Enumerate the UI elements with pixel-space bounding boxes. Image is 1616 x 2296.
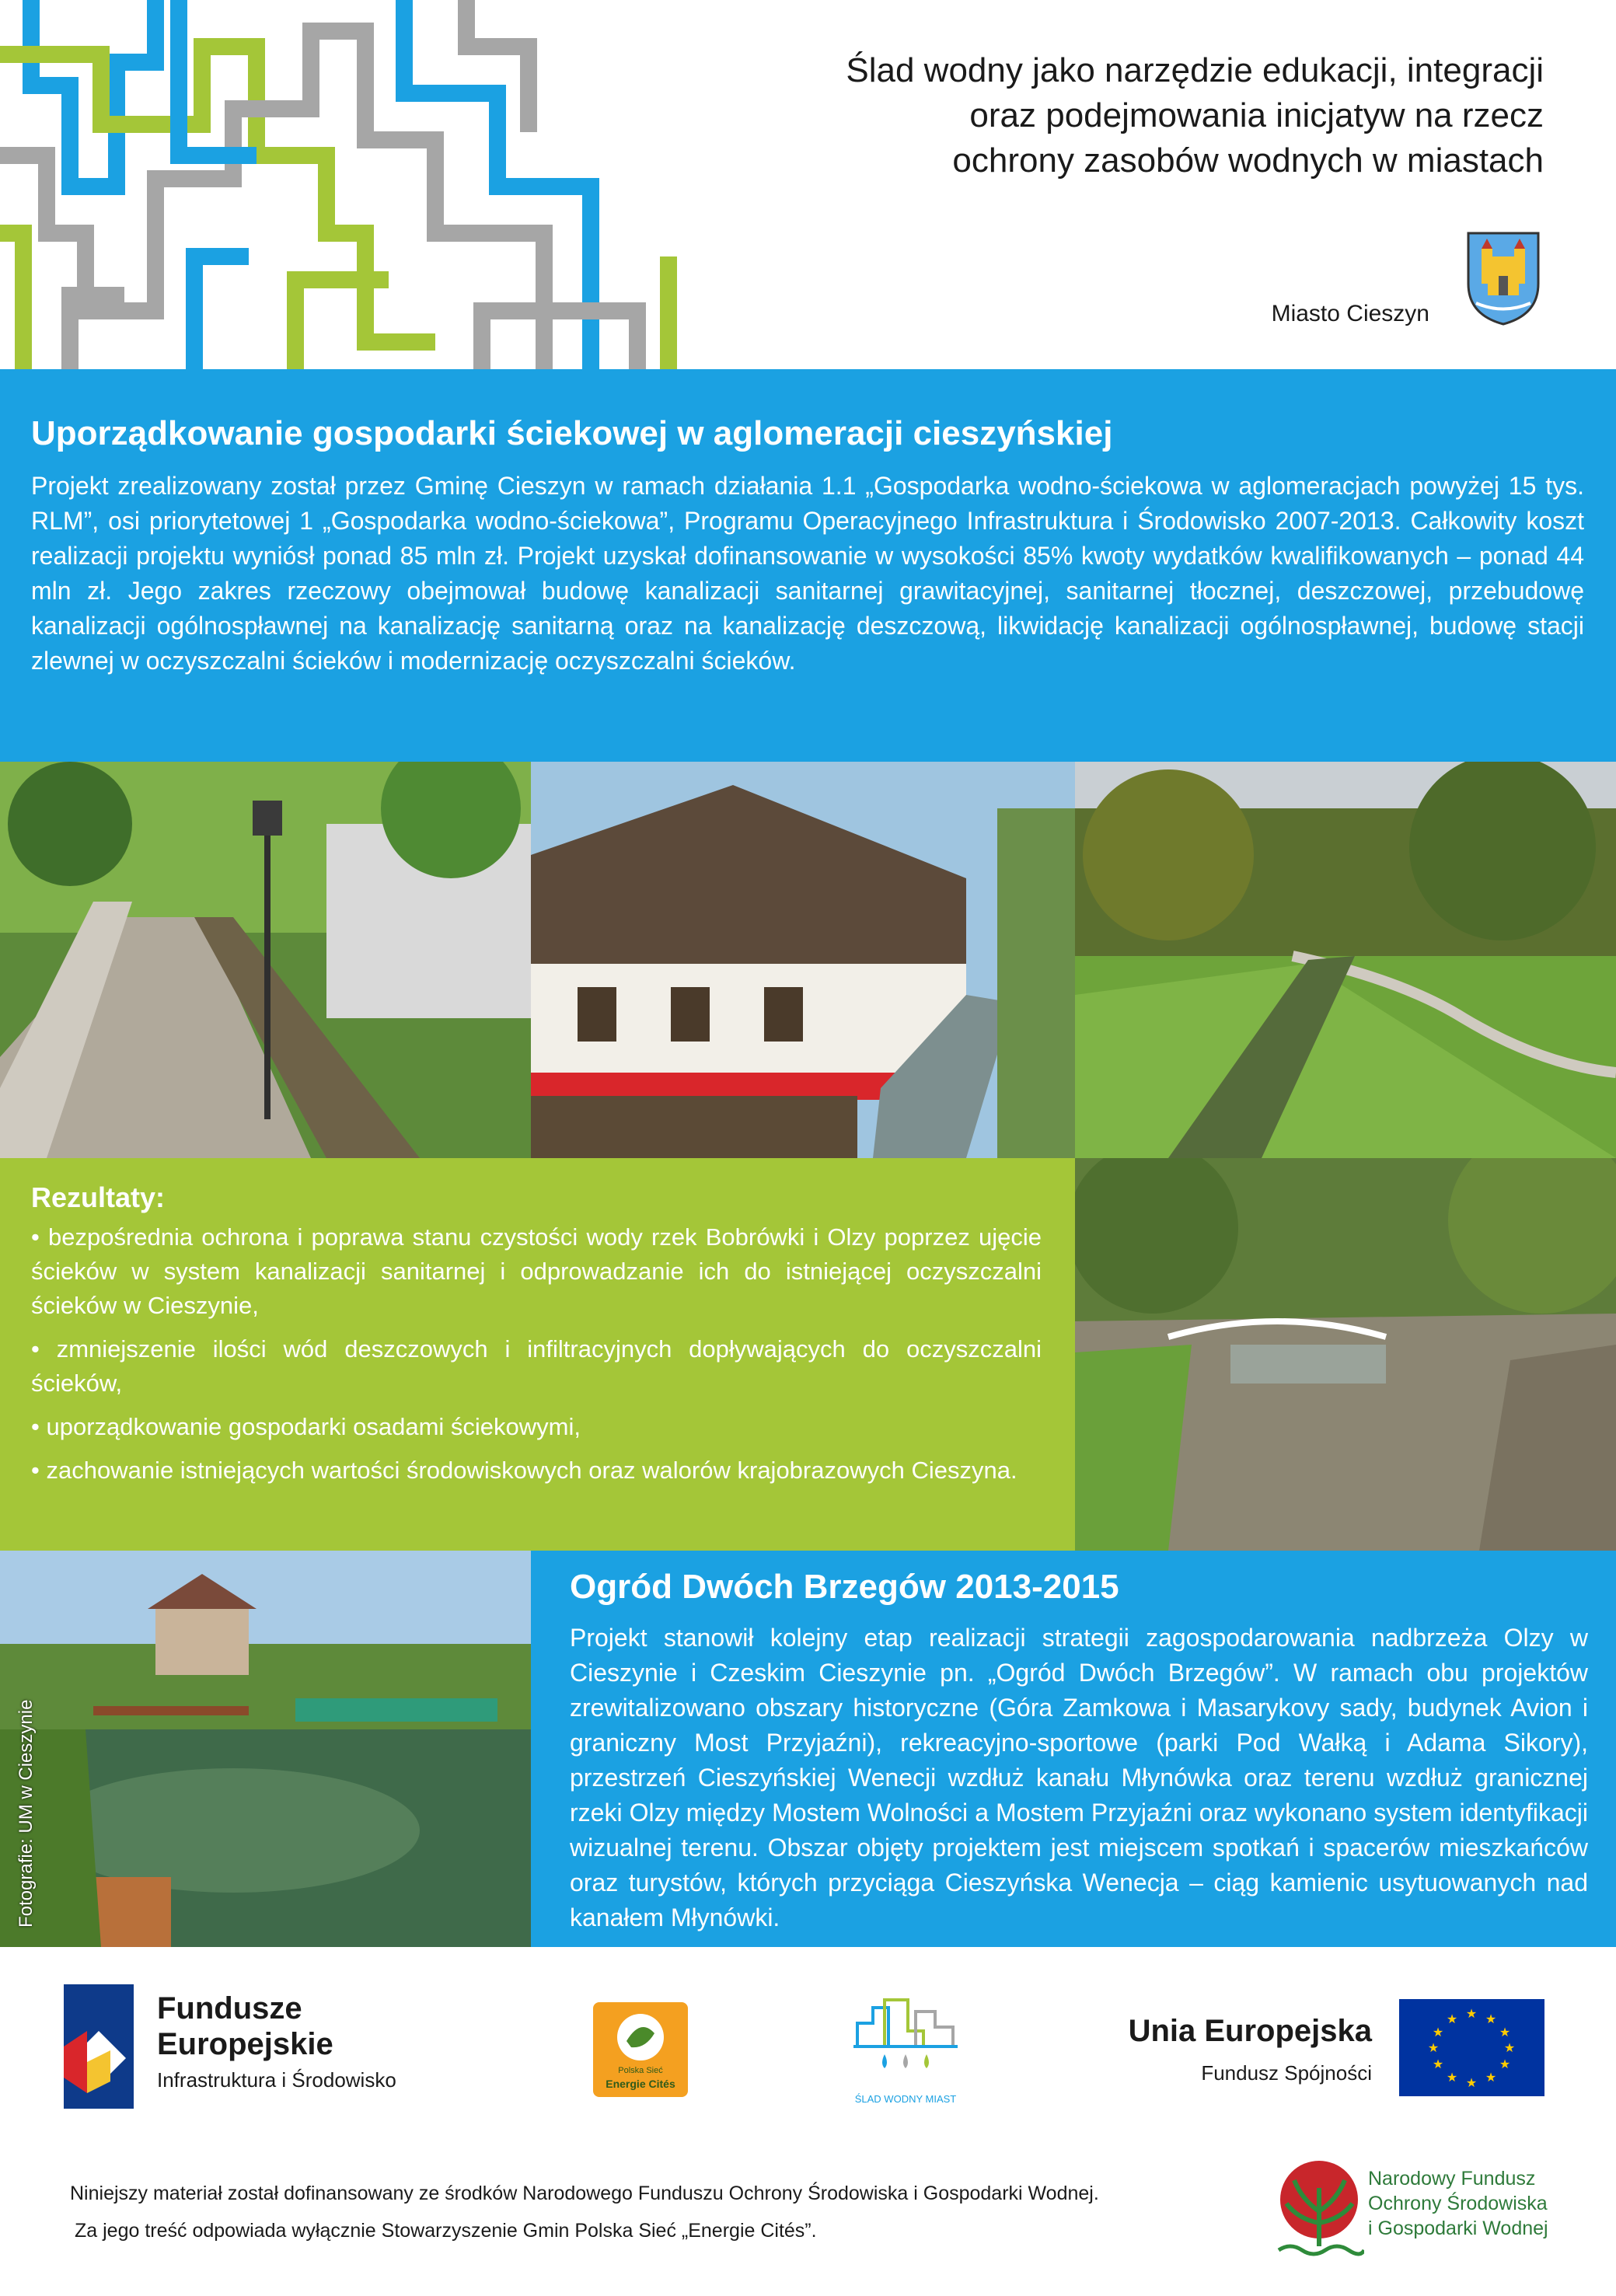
eu-flag-icon [1399, 1999, 1544, 2096]
nfosigw-tree-icon [1275, 2157, 1364, 2262]
cieszyn-crest-icon [1464, 229, 1542, 326]
svg-text:★: ★ [1499, 2057, 1511, 2071]
photo-canal-path [0, 762, 531, 1158]
results-list [31, 1220, 1042, 1497]
photo-venice-houses [531, 762, 1075, 1158]
footer-line1: Niniejszy materiał został dofinansowany ze środków Narodowego Funduszu Ochrony Środowiska i Gospodarki Wodnej. [70, 2183, 1099, 2204]
photo-pond [0, 1551, 531, 1947]
footer-line2: Za jego treść odpowiada wyłącznie Stowarzyszenie Gmin Polska Sieć „Energie Cités”. [75, 2220, 817, 2242]
slad-wodny-miast-logo [847, 1992, 964, 2116]
photo-bridge-riverbed [1075, 1158, 1616, 1551]
svg-text:★: ★ [1465, 2006, 1478, 2021]
swm-label: ŚLAD WODNY MIAST [854, 2093, 957, 2105]
results-title: Rezultaty: [31, 1181, 166, 1213]
ue-sub: Fundusz Spójności [1201, 2061, 1372, 2085]
svg-text:★: ★ [1432, 2025, 1444, 2040]
pse-line2: Energie Cités [606, 2078, 675, 2090]
photo-credit: Fotografie: UM w Cieszynie [16, 1699, 37, 1928]
nfosigw-logo [1275, 2157, 1586, 2262]
garden-title: Ogród Dwóch Brzegów 2013-2015 [570, 1568, 1119, 1606]
polska-siec-energie-cites-logo [593, 2002, 688, 2097]
fe-line2: Europejskie [157, 2027, 333, 2061]
svg-text:★: ★ [1503, 2040, 1516, 2055]
project-description: Projekt zrealizowany został przez Gminę Cieszyn w ramach działania 1.1 „Gospodarka wodno-ściekowa w aglomeracjach powyżej 15 tys. RLM”, osi priorytetowej 1 „Gospodarka wodno-ściekowa”, Programu Operacyjnego Infrastruktura i Środowisko 2007-2013. Całkowity koszt realizacji projektu wyniósł ponad 85 mln zł. Projekt uzyskał dofinansowanie w wysokości 85% kwoty wydatków kwalifikowanych – ponad 44 mln zł. Jego zakres rzeczowy obejmował budowę kanalizacji sanitarnej grawitacyjnej, sanitarnej tłocznej, deszczowej, przebudowę kanalizacji ogólnospławnej na kanalizację sanitarną oraz na kanalizację deszczową, likwidację kanalizacji ogólnospławnej, budowę stacji zlewnej w oczyszczalni ścieków i modernizację oczyszczalni ścieków. [31, 472, 1584, 675]
header-title [650, 48, 1544, 183]
results-item: • uporządkowanie gospodarki osadami ściekowymi, [31, 1413, 581, 1440]
svg-text:★: ★ [1485, 2012, 1497, 2026]
fundusze-europejskie-logo [64, 1984, 452, 2109]
fe-sub: Infrastruktura i Środowisko [157, 2068, 396, 2092]
city-name: Miasto Cieszyn [1271, 301, 1429, 326]
svg-text:★: ★ [1499, 2025, 1511, 2040]
garden-section [531, 1551, 1616, 1947]
svg-text:★: ★ [1446, 2070, 1458, 2085]
svg-text:★: ★ [1427, 2040, 1440, 2055]
garden-description: Projekt stanowił kolejny etap realizacji strategii zagospodarowania nadbrzeża Olzy w Cieszynie i Czeskim Cieszynie pn. „Ogród Dwóch Brzegów”. W ramach obu projektów zrewitalizowano obszary historyczne (Góra Zamkowa i Masarykovy sady, budynek Avion i graniczny Most Przyjaźni), rekreacyjno-sportowe (parki Pod Wałką i Adama Sikory), przestrzeń Cieszyńskiej Wenecji wzdłuż kanału Młynówka oraz terenu wzdłuż granicznej rzeki Olzy między Mostem Wolności a Mostem Przyjaźni oraz wykonano system identyfikacji wizualnej terenu. Obszar objęty projektem jest miejscem spotkań i spacerów mieszkańców oraz turystów, których przyciąga Cieszyńska Wenecja – ciąg kamienic usytuowanych nad kanałem Młynówki. [570, 1624, 1588, 1931]
header-title-line: ochrony zasobów wodnych w miastach [952, 141, 1544, 180]
results-item: • zmniejszenie ilości wód deszczowych i infiltracyjnych dopływających do oczyszczalni ścieków, [31, 1335, 1042, 1397]
results-section [0, 1158, 1075, 1551]
photo-park-river [1075, 762, 1616, 1158]
results-item: • bezpośrednia ochrona i poprawa stanu czystości wody rzek Bobrówki i Olzy poprzez ujęcie ścieków w system kanalizacji sanitarnej i odprowadzanie ich do istniejącej oczyszczalni ścieków w Cieszynie, [31, 1223, 1042, 1319]
header-title-line: oraz podejmowania inicjatyw na rzecz [969, 96, 1544, 134]
nf-line3: i Gospodarki Wodnej [1368, 2217, 1548, 2239]
fundusze-europejskie-star-icon [64, 1984, 134, 2109]
nf-line2: Ochrony Środowiska [1368, 2193, 1548, 2214]
header-title-line: Ślad wodny jako narzędzie edukacji, integracji [846, 51, 1544, 89]
svg-text:★: ★ [1485, 2070, 1497, 2085]
footer-note [70, 2175, 1236, 2249]
project-section [0, 369, 1616, 762]
unia-europejska-logo-text [1073, 2013, 1372, 2085]
city-skyline-icon [853, 1992, 958, 2085]
project-title: Uporządkowanie gospodarki ściekowej w aglomeracji cieszyńskiej [31, 414, 1113, 452]
svg-text:★: ★ [1446, 2012, 1458, 2026]
energie-cites-emblem-icon [609, 2010, 672, 2064]
nf-line1: Narodowy Fundusz [1368, 2168, 1536, 2190]
svg-text:★: ★ [1432, 2057, 1444, 2071]
ue-title: Unia Europejska [1128, 2014, 1372, 2048]
results-item: • zachowanie istniejących wartości środowiskowych oraz walorów krajobrazowych Cieszyna. [31, 1457, 1017, 1484]
fe-line1: Fundusze [157, 1991, 302, 2026]
pse-line1: Polska Sieć [618, 2066, 663, 2075]
svg-text:★: ★ [1465, 2075, 1478, 2090]
header-decoration [0, 0, 700, 369]
